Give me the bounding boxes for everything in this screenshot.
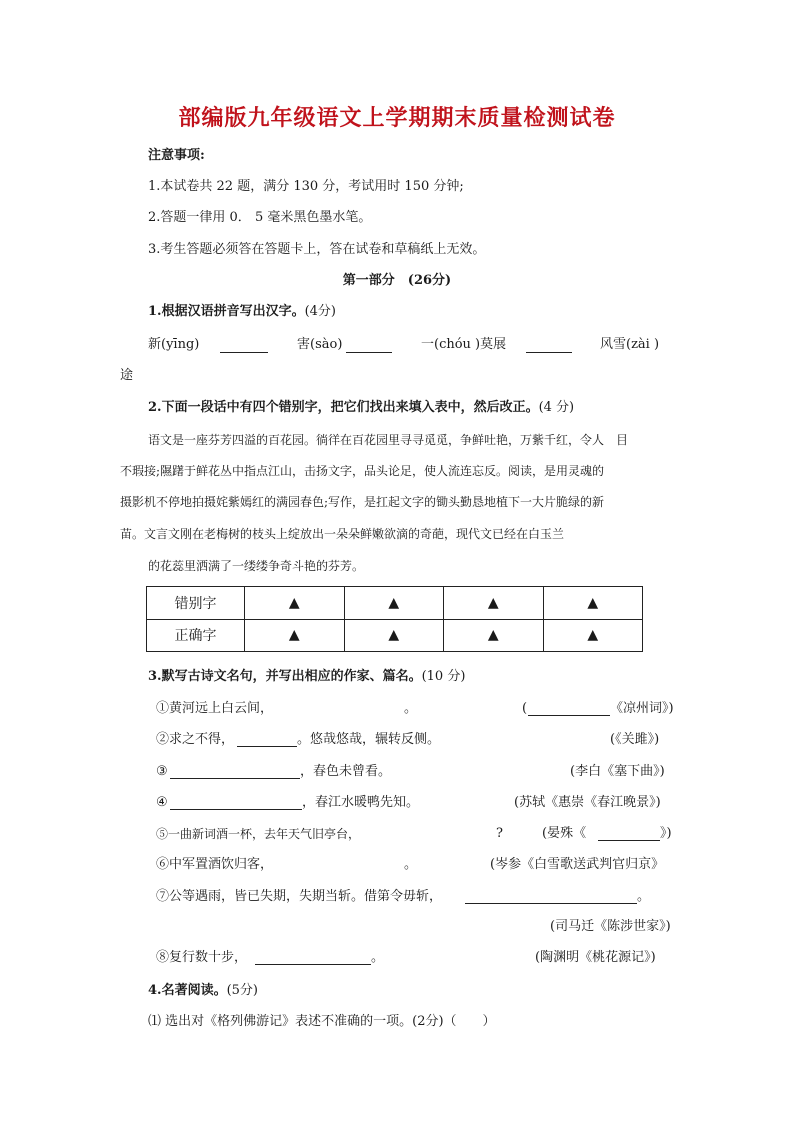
pinyin-text: 新(yīng) (148, 337, 200, 352)
answer-blank[interactable] (237, 734, 297, 747)
answer-blank[interactable] (255, 952, 371, 965)
table-cell[interactable]: ▲ (543, 587, 643, 620)
question-stem: 2.下面一段话中有四个错别字，把它们找出来填入表中，然后改正。 (148, 400, 539, 415)
question-score: (4分) (304, 304, 336, 319)
answer-blank[interactable] (346, 340, 392, 353)
poem-source: (《关雎》) (610, 732, 660, 747)
answer-blank[interactable] (465, 891, 637, 904)
question-2-stem (148, 400, 574, 416)
pinyin-text: 害(sào) (297, 337, 343, 352)
poem-source: (陶渊明《桃花源记》) (535, 950, 656, 965)
poem-line: 。悠哉悠哉，辗转反侧。 (297, 732, 441, 747)
poem-line-end: ? (496, 826, 503, 841)
error-correction-table (146, 586, 643, 652)
notice-item: 3.考生答题必须答在答题卡上，答在试卷和草稿纸上无效。 (148, 242, 486, 257)
pinyin-trail: 途 (120, 368, 134, 383)
table-cell[interactable]: ▲ (245, 619, 345, 652)
poem-source: 》) (660, 826, 672, 841)
table-row (147, 619, 643, 652)
question-stem: 1.根据汉语拼音写出汉字。 (148, 304, 305, 319)
poem-line: ⑥中军置酒饮归客， (156, 857, 274, 872)
sub-question: ⑴ 选出对《格列佛游记》表述不准确的一项。(2分)（ ） (148, 1014, 496, 1029)
passage-line: 不瑕接;隰躇于鲜花丛中指点江山，击扬文字，品头论足，使人流连忘反。阅读，是用灵魂的 (120, 464, 605, 478)
poem-line: ，春色未曾看。 (300, 764, 392, 779)
answer-blank[interactable] (598, 828, 660, 841)
question-4-stem (148, 983, 258, 999)
question-stem: 4.名著阅读。 (148, 983, 227, 998)
question-3-stem (148, 669, 465, 685)
notice-item: 1.本试卷共 22 题，满分 130 分，考试用时 150 分钟; (148, 179, 464, 194)
poem-source: (李白《塞下曲》) (570, 764, 665, 779)
poem-source: (司马迁《陈涉世家》) (550, 919, 671, 934)
poem-num: ③ (156, 764, 168, 779)
question-1-stem (148, 304, 336, 320)
answer-blank[interactable] (170, 766, 300, 779)
question-score: (5分) (226, 983, 258, 998)
poem-source: (苏轼《惠崇《春江晚景》) (514, 795, 661, 810)
poem-source: (岑参《白雪歌送武判官归京》 (490, 857, 665, 872)
passage-line: 的花蕊里洒满了一缕缕争奇斗艳的芬芳。 (148, 559, 365, 573)
pinyin-item (421, 337, 506, 353)
poem-line: ⑦公等遇雨，皆已失期，失期当斩。借第令毋斩， (156, 889, 443, 904)
page-title: 部编版九年级语文上学期期末质量检测试卷 (178, 105, 616, 131)
pinyin-item (148, 337, 199, 353)
passage-line: 苗。文言文刚在老梅树的枝头上绽放出一朵朵鲜嫩欲滴的奇葩，现代文已经在白玉兰 (120, 527, 565, 541)
table-row (147, 587, 643, 620)
poem-line: ，春江水暖鸭先知。 (302, 795, 420, 810)
table-cell[interactable]: ▲ (444, 587, 544, 620)
part-heading: 第一部分 (26分) (342, 273, 452, 288)
pinyin-text: 风雪(zài ) (600, 337, 660, 352)
poem-source: 《凉州词》) (610, 701, 674, 716)
question-score: (10 分) (421, 669, 466, 684)
answer-blank[interactable] (528, 703, 610, 716)
poem-line: ①黄河远上白云间， (156, 701, 274, 716)
poem-source: (晏殊《 (542, 826, 587, 841)
table-cell[interactable]: ▲ (344, 587, 444, 620)
poem-line: ⑤一曲新词酒一杯，去年天气旧亭台， (156, 827, 361, 841)
passage-line: 摄影机不停地拍摄姹紫嫣红的满园春色;写作，是扛起文字的锄头勤恳地植下一大片脆绿的新 (120, 495, 605, 509)
answer-blank[interactable] (170, 797, 302, 810)
poem-line-end: 。 (404, 701, 418, 716)
poem-line-end: 。 (404, 857, 418, 872)
question-score: (4 分) (538, 400, 575, 415)
question-stem: 3.默写古诗文名句，并写出相应的作家、篇名。 (148, 669, 422, 684)
pinyin-text: 一(chóu )莫展 (421, 337, 507, 352)
poem-source-paren: ( (522, 701, 528, 716)
table-cell[interactable]: ▲ (444, 619, 544, 652)
table-row-label: 正确字 (147, 619, 245, 652)
poem-line-end: 。 (637, 889, 651, 904)
notice-heading: 注意事项: (148, 148, 205, 163)
table-cell[interactable]: ▲ (344, 619, 444, 652)
pinyin-item (297, 337, 342, 353)
pinyin-item (600, 337, 659, 353)
answer-blank[interactable] (526, 340, 572, 353)
passage-line: 语文是一座芬芳四溢的百花园。徜徉在百花园里寻寻觅觅，争鲜吐艳，万紫千红，令人 目 (148, 433, 629, 447)
poem-num: ④ (156, 795, 168, 810)
notice-item: 2.答题一律用 0． 5 毫米黑色墨水笔。 (148, 210, 372, 225)
table-cell[interactable]: ▲ (543, 619, 643, 652)
answer-blank[interactable] (220, 340, 268, 353)
table-row-label: 错别字 (147, 587, 245, 620)
table-cell[interactable]: ▲ (245, 587, 345, 620)
poem-line: ②求之不得， (156, 732, 235, 747)
poem-line-end: 。 (371, 950, 385, 965)
poem-line: ⑧复行数十步， (156, 950, 248, 965)
